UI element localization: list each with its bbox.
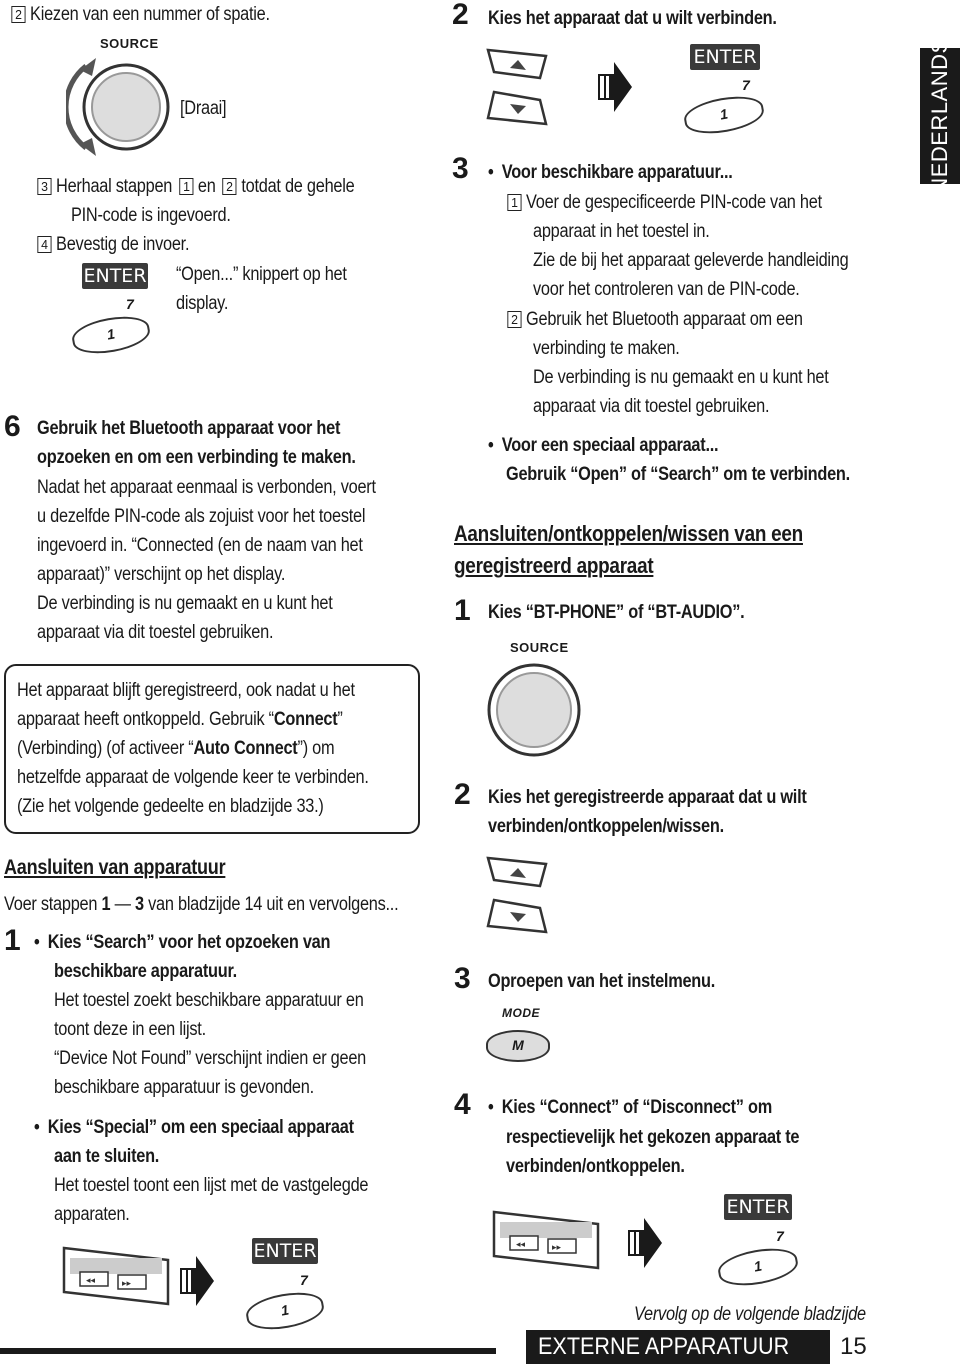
step3-line1: 3 Herhaal stappen 1 en 2 totdat de gehele [38, 172, 354, 201]
section-title-manage-2: geregistreerd apparaat [454, 553, 654, 578]
continued-note: Vervolg op de volgende bladzijde [634, 1304, 866, 1325]
intro-line: Voer stappen 1 — 3 van bladzijde 14 uit en vervolgens... [4, 894, 399, 915]
note-line-1: Het apparaat blijft geregistreerd, ook nadat u het [17, 680, 355, 701]
note-line-4: hetzelfde apparaat de volgende keer te verbinden. [17, 767, 369, 788]
svg-text:◂◂: ◂◂ [516, 1240, 526, 1250]
up-down-buttons-icon-2 [484, 852, 554, 938]
r4-text-line3: verbinden/ontkoppelen. [506, 1156, 685, 1177]
source-label: SOURCE [100, 36, 159, 51]
arrow-right-icon-2 [598, 62, 634, 112]
special-device-title: • Voor een speciaal apparaat... [488, 435, 719, 456]
key-7-label-4: 7 [776, 1228, 784, 1244]
language-side-tab: NEDERLANDS [920, 48, 960, 184]
step6-number: 6 [4, 410, 21, 443]
step6-title-line2: opzoeken en om een verbinding te maken. [37, 447, 356, 468]
svg-text:▸▸: ▸▸ [552, 1243, 562, 1253]
special-title-line2: aan te sluiten. [54, 1146, 160, 1167]
step6-body-5: De verbinding is nu gemaakt en u kunt het [37, 593, 333, 614]
section-title-connect: Aansluiten van apparatuur [4, 856, 226, 879]
key-7-label-3: 7 [742, 77, 750, 93]
step-box-1: 1 [179, 178, 193, 195]
r3-number: 3 [454, 962, 471, 995]
enter-key-icon-3: ENTER [690, 44, 760, 70]
available-s1-line3: Zie de bij het apparaat geleverde handleiding [533, 250, 849, 271]
button-1-icon-2: 1 [244, 1287, 327, 1334]
r4-text-line2: respectievelijk het gekozen apparaat te [506, 1127, 800, 1148]
r2-text-line2: verbinden/ontkoppelen/wissen. [488, 816, 724, 837]
step2-instruction: 2 Kiezen van een nummer of spatie. [12, 0, 270, 29]
button-1-icon-3: 1 [682, 91, 767, 138]
open-blink-line1: “Open...” knippert op het [176, 264, 347, 285]
enter-key-icon: ENTER [83, 265, 147, 287]
step6-body-4: apparaat)” verschijnt op het display. [37, 564, 286, 585]
step3-line2: PIN-code is ingevoerd. [71, 205, 231, 226]
available-s2-line3: De verbinding is nu gemaakt en u kunt het [533, 367, 829, 388]
step-box-2: 2 [11, 6, 25, 23]
available-s2-line1: 2 Gebruik het Bluetooth apparaat om een [508, 305, 803, 334]
note-line-2: apparaat heeft ontkoppeld. Gebruik “Connect” [17, 709, 343, 730]
svg-text:▸▸: ▸▸ [122, 1279, 132, 1289]
mode-label: MODE [502, 1006, 540, 1020]
arrow-right-icon [180, 1256, 216, 1306]
step6-body-2: u dezelfde PIN-code als zojuist voor het toestel [37, 506, 366, 527]
footer-section-title: EXTERNE APPARATUUR [538, 1333, 790, 1360]
step-box-4: 4 [37, 236, 51, 253]
open-blink-line2: display. [176, 293, 229, 314]
step-box-3: 3 [37, 178, 51, 195]
special-title-line1: • Kies “Special” om een speciaal apparaat [34, 1117, 354, 1138]
r2-number: 2 [454, 778, 471, 811]
mode-button-icon: M [486, 1030, 550, 1062]
search-title-line2: beschikbare apparatuur. [54, 961, 237, 982]
enter-key-icon-2: ENTER [253, 1240, 317, 1262]
available-s2-line4: apparaat via dit toestel gebruiken. [533, 396, 770, 417]
search-body-1: Het toestel zoekt beschikbare apparatuur en [54, 990, 364, 1011]
section-title-manage-1: Aansluiten/ontkoppelen/wissen van een [454, 521, 803, 546]
right-step2-title: Kies het apparaat dat u wilt verbinden. [488, 8, 777, 29]
note-line-5: (Zie het volgende gedeelte en bladzijde 33.) [17, 796, 324, 817]
available-s1-line2: apparaat in het toestel in. [533, 221, 710, 242]
note-line-3: (Verbinding) (of activeer “Auto Connect”) om [17, 738, 335, 759]
r3-text: Oproepen van het instelmenu. [488, 971, 716, 992]
special-device-line: Gebruik “Open” of “Search” om te verbinden. [506, 464, 850, 485]
special-body-2: apparaten. [54, 1204, 130, 1225]
available-title: • Voor beschikbare apparatuur... [488, 162, 733, 183]
available-s2-line2: verbinding te maken. [533, 338, 680, 359]
enter-key-icon-4: ENTER [724, 1194, 792, 1220]
source-dial-icon [66, 52, 176, 162]
r4-text-line1: • Kies “Connect” of “Disconnect” om [488, 1097, 772, 1118]
right-step2-number: 2 [452, 0, 469, 31]
r1-number: 1 [454, 594, 471, 627]
key-7-label-2: 7 [300, 1272, 308, 1288]
step-box-2b: 2 [223, 178, 237, 195]
step6-body-1: Nadat het apparaat eenmaal is verbonden, voert [37, 477, 376, 498]
special-body-1: Het toestel toont een lijst met de vastgelegde [54, 1175, 369, 1196]
turn-label: [Draai] [180, 98, 227, 119]
step6-body-3: ingevoerd in. “Connected (en de naam van het [37, 535, 363, 556]
search-title-line1: • Kies “Search” voor het opzoeken van [34, 932, 331, 953]
page-number: 15 [840, 1333, 867, 1360]
button-1-icon-4: 1 [716, 1243, 801, 1290]
key-7-label: 7 [126, 296, 134, 312]
svg-text:◂◂: ◂◂ [86, 1276, 96, 1286]
r4-number: 4 [454, 1088, 471, 1121]
footer-rule [0, 1348, 496, 1354]
search-body-4: beschikbare apparatuur is gevonden. [54, 1077, 314, 1098]
search-body-2: toont deze in een lijst. [54, 1019, 206, 1040]
search-body-3: “Device Not Found” verschijnt indien er geen [54, 1048, 366, 1069]
step1-number: 1 [4, 924, 21, 957]
skip-bar-icon [58, 1240, 178, 1310]
source-dial-icon-2 [484, 660, 584, 760]
arrow-right-icon-3 [628, 1218, 664, 1268]
up-down-buttons-icon [484, 44, 554, 130]
source-label-2: SOURCE [510, 640, 569, 655]
button-1-icon: 1 [70, 311, 153, 358]
available-s1-line1: 1 Voer de gespecificeerde PIN-code van het [508, 188, 822, 217]
r2-text-line1: Kies het geregistreerde apparaat dat u wilt [488, 787, 807, 808]
step4-line: 4 Bevestig de invoer. [38, 230, 189, 259]
right-step3-number: 3 [452, 152, 469, 185]
step6-body-6: apparaat via dit toestel gebruiken. [37, 622, 274, 643]
skip-bar-icon-2 [488, 1204, 608, 1274]
step6-title-line1: Gebruik het Bluetooth apparaat voor het [37, 418, 341, 439]
r1-text: Kies “BT-PHONE” of “BT-AUDIO”. [488, 602, 745, 623]
available-s1-line4: voor het controleren van de PIN-code. [533, 279, 800, 300]
